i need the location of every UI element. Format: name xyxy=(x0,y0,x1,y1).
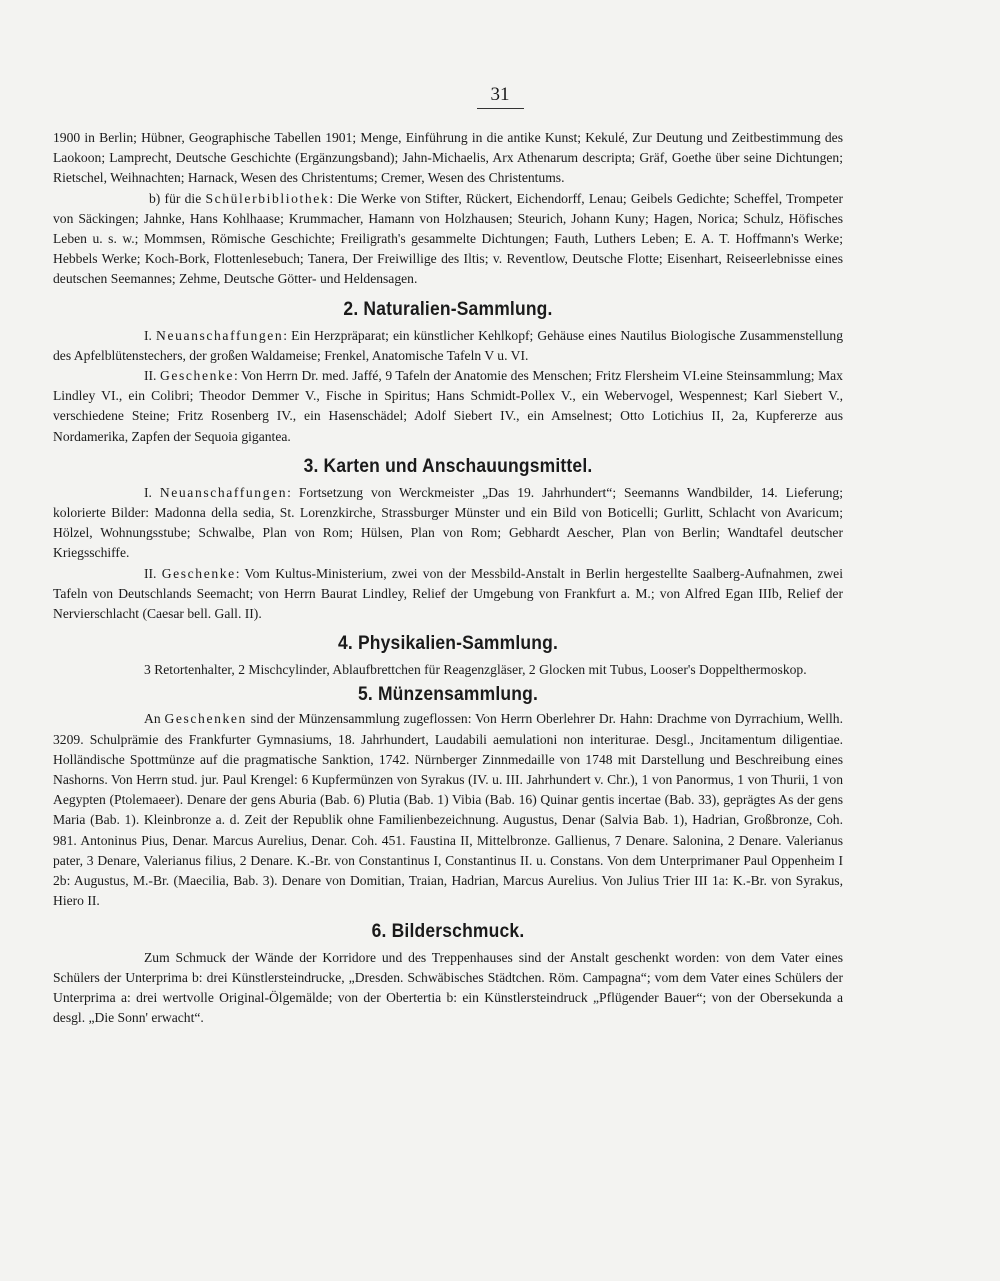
physikalien-paragraph: 3 Retortenhalter, 2 Mischcylinder, Ablaufbrettchen für Reagenzgläser, 2 Glocken mit Tubus, Looser's Doppelthermoskop. xyxy=(144,662,807,678)
section-heading-muenzen: 5. Münzensammlung. xyxy=(357,684,539,706)
section-heading-karten: 3. Karten und Anschauungsmittel. xyxy=(303,455,593,477)
bilderschmuck-paragraph: Zum Schmuck der Wände der Korridore und des Treppenhauses sind der Anstalt geschenkt worden: von dem Vater eines Schülers der Unterprima b: drei Künstlersteindrucke, „Dresden. Schwäbisches Städtchen. Röm. Campagna“; vom dem Vater eines Schülers der Unterprima a: drei wertvolle Original-Ölgemälde; von der Obertertia b: ein Künstlersteindruck „Pflügender Bauer“; von der Obersekunda a desgl. „Die Sonn' erwacht“. xyxy=(53,949,843,1026)
page-body xyxy=(53,128,843,1028)
section-heading-bilderschmuck: 6. Bilderschmuck. xyxy=(371,920,525,942)
section-heading-naturalien: 2. Naturalien-Sammlung. xyxy=(343,298,553,320)
intro-paragraph: 1900 in Berlin; Hübner, Geographische Tabellen 1901; Menge, Einführung in die antike Kunst; Kekulé, Zur Deutung und Zeitbestimmung des Laokoon; Lamprecht, Deutsche Geschichte (Ergänzungsband); Jahn-Michaelis, Arx Athenarum descripta; Gräf, Goethe über seine Dichtungen; Rietschel, Weihnachten; Harnack, Wesen des Christentums; Cremer, Wesen des Christentums. xyxy=(53,130,843,186)
page-number: 31 xyxy=(0,84,1000,109)
naturalien-neuanschaffungen: I. Neuanschaffungen: Ein Herzpräparat; ein künstlicher Kehlkopf; Gehäuse eines Nautilus Biologische Zusammenstellung des Apfelblütenstechers, der großen Waldameise; Frenkel, Anatomische Tafeln V u. VI. xyxy=(53,327,843,363)
karten-geschenke: II. Geschenke: Vom Kultus-Ministerium, zwei von der Messbild-Anstalt in Berlin hergestellte Saalberg-Aufnahmen, zwei Tafeln von Deutschlands Seemacht; von Herrn Baurat Lindley, Relief der Umgebung von Frankfurt a. M.; von Alfred Egan IIIb, Relief der Nervierschlacht (Caesar bell. Gall. II). xyxy=(53,565,843,622)
schuelerbibliothek-paragraph: b) für die Schülerbibliothek: Die Werke von Stifter, Rückert, Eichendorff, Lenau; Geibels Gedichte; Scheffel, Trompeter von Säckingen; Jahnke, Hans Kohlhaase; Krummacher, Hamann von Holzhausen; Steurich, Johann Kuny; Hagen, Norica; Schulz, Höfisches Leben u. s. w.; Mommsen, Römische Geschichte; Freiligrath's gesammelte Dichtungen; Fauth, Luthers Leben; E. A. T. Hoffmann's Werke; Hebbels Werke; Koch-Bork, Flottenlesebuch; Tanera, Der Freiwillige des Iltis; v. Reventlow, Deutsche Flotte; Eisenhart, Reiseerlebnisse eines deutschen Seemannes; Zehme, Deutsche Götter- und Heldensagen. xyxy=(53,190,843,287)
karten-neuanschaffungen: I. Neuanschaffungen: Fortsetzung von Werckmeister „Das 19. Jahrhundert“; Seemanns Wandbilder, 14. Lieferung; kolorierte Bilder: Madonna della sedia, St. Lorenzkirche, Strassburger Münster und ein Bild von Boticelli; Gurlitt, Schlacht von Avaricum; Hölzel, Wohnungsstube; Schwalbe, Plan von Rom; Hülsen, Plan von Rom; Gebhardt Aescher, Plan von Berlin; Wandtafel deutscher Kriegsschiffe. xyxy=(53,484,843,561)
section-heading-physikalien: 4. Physikalien-Sammlung. xyxy=(337,633,559,655)
muenzen-paragraph: An Geschenken sind der Münzensammlung zugeflossen: Von Herrn Oberlehrer Dr. Hahn: Drachme von Dyrrachium, Wellh. 3209. Schulprämie des Frankfurter Gymnasiums, 18. Jahrhundert, Laudabili aemulationi non interiturae. Desgl., Jncitamentum diligentiae. Holländische Spottmünze auf die pragmatische Sanktion, 1742. Nürnberger Zinnmedaille von 1748 mit Darstellung und Beschreibung eines Nashorns. Von Herrn stud. jur. Paul Krengel: 6 Kupfermünzen von Syrakus (IV. u. III. Jahrhundert v. Chr.), 1 von Panormus, 1 von Thurii, 1 von Aegypten (Ptolemaeer). Denare der gens Aburia (Bab. 6) Plutia (Bab. 1) Vibia (Bab. 16) Quinar gentis incertae (Bab. 33), geprägtes As der gens Maria (Bab. 1). Kleinbronze a. d. Zeit der Republik ohne Familienbezeichnung. Augustus, Denar (Salvia Bab. 1), Hadrian, Großbronze, Coh. 981. Antoninus Pius, Denar. Marcus Aurelius, Denar. Coh. 451. Faustina II, Mittelbronze. Gallienus, 7 Denare. Salonina, 2 Denare. Valerianus pater, 3 Denare, Valerianus filius, 2 Denare. K.-Br. von Constantinus I, Constantinus II. u. Constans. Von dem Unterprimaner Paul Oppenheim I 2b: Augustus, M.-Br. (Maecilia, Bab. 3). Denare von Domitian, Traian, Hadrian, Marcus Aurelius. Von Julius Trier III 1a: K.-Br. von Syrakus, Hiero II. xyxy=(53,711,843,909)
naturalien-geschenke: II. Geschenke: Von Herrn Dr. med. Jaffé, 9 Tafeln der Anatomie des Menschen; Fritz Flersheim VI.eine Steinsammlung; Max Lindley VI., ein Colibri; Theodor Demmer V., Fische in Spiritus; Hans Schmidt-Pollex V., ein Webervogel, Wespennest; Karl Siebert V., verschiedene Steine; Fritz Rosenberg IV., ein Hasenschädel; Adolf Siebert IV., ein Amselnest; Otto Lotichius II, 2a, Kupfererze aus Nordamerika, Zapfen der Sequoia gigantea. xyxy=(53,368,843,444)
